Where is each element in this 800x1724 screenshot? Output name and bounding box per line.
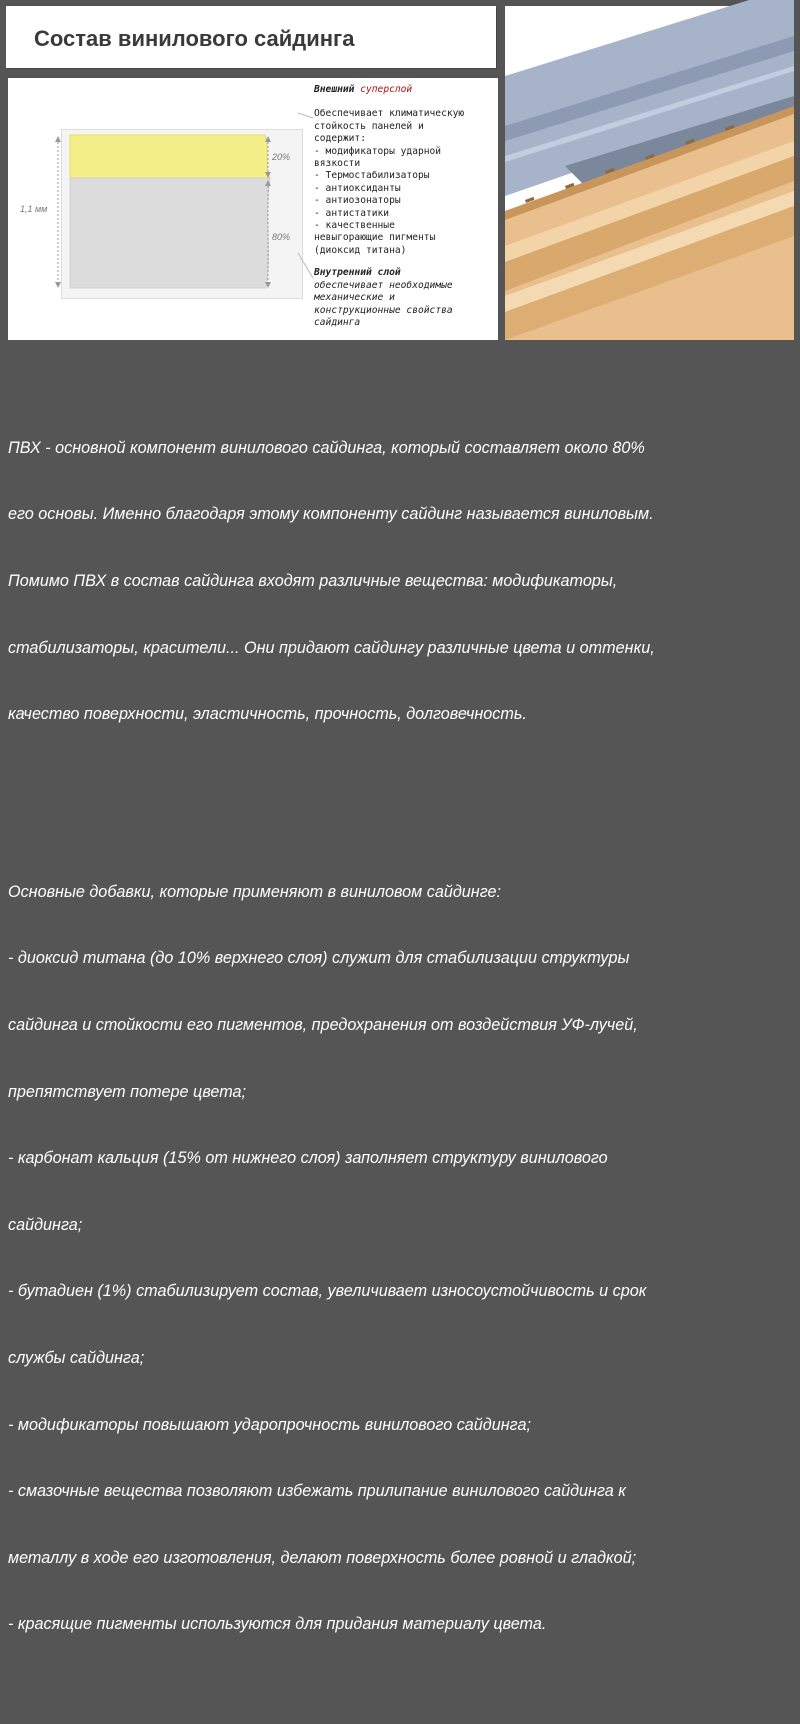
- text-line: - карбонат кальция (15% от нижнего слоя) заполняет структуру винилового: [8, 1149, 608, 1168]
- outer-line: вязкости: [314, 158, 361, 170]
- outer-line: стойкость панелей и: [314, 120, 424, 132]
- text-line: сайдинга и стойкости его пигментов, предохранения от воздействия УФ-лучей,: [8, 1015, 638, 1034]
- text-line: сайдинга;: [8, 1215, 83, 1234]
- outer-line: - антиозонаторы: [314, 195, 401, 207]
- text-line: стабилизаторы, красители... Они придают сайдингу различные цвета и оттенки,: [8, 638, 655, 657]
- bottom-percent-label: 80%: [272, 232, 291, 242]
- outer-line: - модификаторы ударной: [314, 145, 442, 157]
- text-line: металлу в ходе его изготовления, делают поверхность более ровной и гладкой;: [8, 1548, 637, 1567]
- siding-photo: [505, 6, 794, 340]
- inner-layer-title: Внутренний слой: [314, 267, 401, 279]
- text-line: - модификаторы повышают ударопрочность винилового сайдинга;: [8, 1415, 531, 1434]
- text-line: службы сайдинга;: [8, 1348, 145, 1367]
- inner-line: конструкционные свойства: [314, 304, 453, 316]
- outer-line: - антистатики: [314, 207, 390, 219]
- siding-panels-illustration: [505, 6, 794, 340]
- text-line: - диоксид титана (до 10% верхнего слоя) служит для стабилизации структуры: [8, 949, 630, 968]
- additives-paragraph: [8, 836, 794, 1680]
- inner-line: механические и: [314, 292, 395, 304]
- text-line: Основные добавки, которые применяют в виниловом сайдинге:: [8, 882, 501, 901]
- inner-layer-shape: [70, 178, 270, 288]
- outer-line: Обеспечивает климатическую: [314, 108, 465, 120]
- text-line: качество поверхности, эластичность, прочность, долговечность.: [8, 705, 527, 724]
- text-line: Помимо ПВХ в состав сайдинга входят различные вещества: модификаторы,: [8, 572, 618, 591]
- outer-line: (диоксид титана): [314, 244, 407, 256]
- text-line: ПВХ - основной компонент винилового сайдинга, который составляет около 80%: [8, 438, 645, 457]
- outer-line: - антиоксиданты: [314, 182, 401, 194]
- top-percent-label: 20%: [272, 152, 291, 162]
- outer-layer-title: Внешний суперслой: [314, 84, 413, 95]
- text-line: - смазочные вещества позволяют избежать прилипание винилового сайдинга к: [8, 1482, 626, 1501]
- inner-line: обеспечивает необходимые: [314, 279, 453, 291]
- text-line: препятствует потере цвета;: [8, 1082, 247, 1101]
- outer-line: - Термостабилизаторы: [314, 170, 430, 182]
- layer-cross-section: [8, 78, 318, 340]
- page-title: Состав винилового сайдинга: [34, 26, 355, 51]
- thickness-label: 1,1 мм: [20, 204, 48, 214]
- description-text: [8, 348, 794, 1724]
- layer-diagram: [8, 78, 498, 340]
- text-line: его основы. Именно благодаря этому компоненту сайдинг называется виниловым.: [8, 505, 654, 524]
- inner-line: сайдинга: [314, 316, 361, 328]
- text-line: - красящие пигменты используются для придания материалу цвета.: [8, 1615, 547, 1634]
- outer-line: - качественные: [314, 220, 395, 232]
- title-banner: [6, 6, 496, 68]
- outer-line: содержит:: [314, 133, 366, 145]
- outer-layer-shape: [70, 135, 270, 178]
- outer-line: невыгорающие пигменты: [314, 232, 436, 244]
- intro-paragraph: [8, 392, 794, 769]
- outer-layer-description: [314, 84, 498, 329]
- text-line: - бутадиен (1%) стабилизирует состав, увеличивает износоустойчивость и срок: [8, 1282, 647, 1301]
